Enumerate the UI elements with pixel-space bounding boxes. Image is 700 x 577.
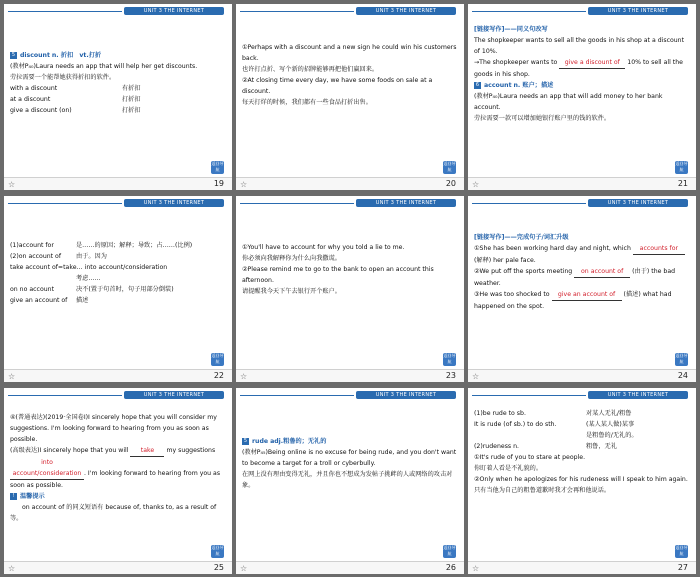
example-en: ①It's rude of you to stare at people. [474, 454, 586, 461]
page-number: 21 [677, 179, 688, 188]
example-en: (教材P₄₀)Laura needs an app that will add money to her bank account. [474, 93, 663, 111]
star-icon[interactable]: ☆ [8, 180, 16, 189]
word-meaning: adj.粗鲁的；无礼的 [270, 438, 327, 445]
section-icon: 5 [243, 437, 248, 444]
phrase-row: 是粗鲁的/无礼的。 [586, 432, 638, 439]
answer-blank: take [130, 445, 164, 457]
slide-footer [236, 561, 464, 574]
star-icon[interactable]: ☆ [472, 564, 480, 573]
example-en: (教材P₄₀)Laura needs an app that will help her get discounts. [10, 63, 198, 70]
slide-body: [链接写作]——完成句子/词汇升级 ①She has been working hard day and night, which accounts for (解释) her pale face. ②We put off the sports meeting on account of (由于) the bad weather. ③He was too shocked to give an account of (描述) what had happened on the spot. [474, 232, 690, 312]
phrase-row: take account of=take… into account/consideration [10, 264, 168, 271]
header-line [8, 11, 122, 12]
example-cn: 请提醒我今天下午去银行开个账户。 [242, 288, 341, 295]
back-nav-button[interactable]: 返回导航 [443, 545, 456, 556]
star-icon[interactable]: ☆ [240, 564, 248, 573]
slide-22[interactable] [4, 196, 232, 382]
example-en: ①You'll have to account for why you told a lie to me. [242, 244, 405, 251]
example-en: ④(普通表达)(2019·全国卷Ⅰ)I sincerely hope that you will consider my suggestions. I'm looking forward to hearing from you as soon as possible. [10, 414, 217, 443]
example-cn: 劳拉需要一个能帮她获得折扣的软件。 [10, 74, 116, 81]
phrase-row: on no account 决不(置于句首时，句子用部分倒装) [10, 286, 174, 293]
word-title: account [484, 82, 512, 89]
star-icon[interactable]: ☆ [8, 564, 16, 573]
back-nav-button[interactable]: 返回导航 [675, 545, 688, 556]
answer-blank: on account of [574, 266, 630, 278]
header-label: UNIT 3 THE INTERNET [588, 391, 688, 399]
back-nav-button[interactable]: 返回导航 [211, 353, 224, 364]
header-label: UNIT 3 THE INTERNET [124, 199, 224, 207]
example-cn: 在网上没有理由变得无礼，并且你也不想成为发帖子挑衅的人或网络的攻击对象。 [242, 471, 453, 489]
example-cn: 只有当他为自己的粗鲁道歉时我才会再和他说话。 [474, 487, 611, 494]
page-number: 20 [445, 179, 456, 188]
header-line [240, 11, 354, 12]
slide-body [242, 436, 458, 491]
phrase-row: 考虑…… [76, 275, 101, 282]
example-cn: 劳拉需要一款可以增加她银行账户里的钱的软件。 [474, 115, 611, 122]
slide-25[interactable] [4, 388, 232, 574]
example-en: ②Please remind me to go to the bank to open an account this afternoon. [242, 266, 434, 284]
back-nav-button[interactable]: 返回导航 [211, 545, 224, 556]
example-en: (教材P₄₅)Being online is no excuse for being rude, and you don't want to become a target for a troll or cyberbully. [242, 449, 457, 467]
header-label: UNIT 3 THE INTERNET [588, 7, 688, 15]
header-line [240, 395, 354, 396]
slide-footer [4, 561, 232, 574]
example-cn: 每天打烊的时候，我们都有一些食品打折出售。 [242, 99, 372, 106]
header-line [472, 11, 586, 12]
phrase-row: give a discount (on) 打折扣 [10, 107, 141, 114]
slide-footer [236, 369, 464, 382]
example-en: ①Perhaps with a discount and a new sign he could win his customers back. [242, 44, 457, 62]
back-nav-button[interactable]: 返回导航 [675, 161, 688, 172]
back-nav-button[interactable]: 返回导航 [443, 353, 456, 364]
star-icon[interactable]: ☆ [8, 372, 16, 381]
header-line [8, 203, 122, 204]
example-en: ②Only when he apologizes for his rudeness will I speak to him again. [474, 476, 688, 483]
slide-footer [468, 561, 696, 574]
star-icon[interactable]: ☆ [240, 180, 248, 189]
slide-27[interactable] [468, 388, 696, 574]
header-line [8, 395, 122, 396]
slide-21[interactable] [468, 4, 696, 190]
slide-body: [链接写作]——同义句改写 The shopkeeper wants to sell all the goods in his shop at a discount of 10%. →The shopkeeper wants to give a discount of 10% to sell all the goods in his shop. 6 account n. 账户；描述 (教材P₄₀)Laura needs an app that will add money to her bank account. 劳拉需要一款可以增加她银行账户里的钱的软件。 [474, 24, 690, 124]
slide-footer [468, 369, 696, 382]
tip-title: 温馨提示 [20, 493, 45, 500]
example-cn: 也许打点折、写个新的招牌能够再把他们赢回来。 [242, 66, 379, 73]
word-meaning: n. 折扣 vt.打折 [51, 52, 102, 59]
slide-body [10, 50, 226, 116]
header-line [472, 395, 586, 396]
phrase-row: with a discount 有折扣 [10, 85, 141, 92]
header-label: UNIT 3 THE INTERNET [588, 199, 688, 207]
word-title: discount [20, 52, 50, 59]
phrase-row: (1)be rude to sb. 对某人无礼/粗鲁 [474, 410, 632, 417]
header-line [240, 203, 354, 204]
tip-text: on account of 的同义短语有 because of, thanks to, as a result of 等。 [10, 504, 217, 522]
slide-19[interactable] [4, 4, 232, 190]
phrase-row: give an account of 描述 [10, 297, 89, 304]
slide-body: ④(普通表达)(2019·全国卷Ⅰ)I sincerely hope that you will consider my suggestions. I'm looking forward to hearing from you as soon as possible. (高级表达)I sincerely hope that you will take my suggestions into account/consideration . I'm looking forward to hearing from you as soon as possible. ! 温馨提示 on account of 的同义短语有 because of, thanks to, as a result of 等。 [10, 412, 226, 524]
header-label: UNIT 3 THE INTERNET [124, 391, 224, 399]
section-icon: 6 [475, 81, 480, 88]
page-number: 23 [445, 371, 456, 380]
section-icon: 5 [11, 51, 16, 58]
phrase-row: It is rude (of sb.) to do sth. (某人某人做)某事 [474, 421, 635, 428]
page-number: 27 [677, 563, 688, 572]
slide-body [474, 408, 690, 496]
page-number: 24 [677, 371, 688, 380]
example-cn: 你盯着人看是不礼貌的。 [474, 465, 543, 472]
star-icon[interactable]: ☆ [472, 372, 480, 381]
slide-footer [468, 177, 696, 190]
slide-footer [4, 369, 232, 382]
example-en: The shopkeeper wants to sell all the goods in his shop at a discount of 10%. [474, 37, 685, 55]
header-line [472, 203, 586, 204]
slide-footer [4, 177, 232, 190]
phrase-row: at a discount 打折扣 [10, 96, 141, 103]
answer-blank: accounts for [633, 243, 685, 255]
slide-23[interactable] [236, 196, 464, 382]
slide-body [242, 42, 458, 108]
section-tag: [链接写作]——同义句改写 [474, 26, 548, 33]
page-number: 19 [213, 179, 224, 188]
header-label: UNIT 3 THE INTERNET [124, 7, 224, 15]
slide-20[interactable] [236, 4, 464, 190]
word-title: rude [252, 438, 269, 445]
example-en: ②At closing time every day, we have some foods on sale at a discount. [242, 77, 433, 95]
slide-footer [236, 177, 464, 190]
page-number: 25 [213, 563, 224, 572]
header-label: UNIT 3 THE INTERNET [356, 7, 456, 15]
header-label: UNIT 3 THE INTERNET [356, 199, 456, 207]
example-cn: 你必须向我解释你为什么向我撒谎。 [242, 255, 341, 262]
slide-body [242, 242, 458, 297]
phrase-row: (2)rudeness n. 粗鲁，无礼 [474, 443, 617, 450]
page-number: 22 [213, 371, 224, 380]
tip-icon: ! [10, 493, 17, 500]
slide-26[interactable] [236, 388, 464, 574]
page-number: 26 [445, 563, 456, 572]
phrase-row: (1)account for 是……的原因；解释；导致；占……(比例) [10, 242, 193, 249]
back-nav-button[interactable]: 返回导航 [675, 353, 688, 364]
word-meaning: n. 账户；描述 [513, 82, 554, 89]
slide-24[interactable] [468, 196, 696, 382]
back-nav-button[interactable]: 返回导航 [443, 161, 456, 172]
slide-body [10, 240, 226, 306]
star-icon[interactable]: ☆ [472, 180, 480, 189]
section-tag: [链接写作]——完成句子/词汇升级 [474, 234, 569, 241]
answer-blank: give an account of [552, 289, 622, 301]
answer-blank: into account/consideration [10, 457, 84, 480]
back-nav-button[interactable]: 返回导航 [211, 161, 224, 172]
header-label: UNIT 3 THE INTERNET [356, 391, 456, 399]
star-icon[interactable]: ☆ [240, 372, 248, 381]
answer-blank: give a discount of [559, 57, 625, 69]
phrase-row: (2)on account of 由于。因为 [10, 253, 107, 260]
